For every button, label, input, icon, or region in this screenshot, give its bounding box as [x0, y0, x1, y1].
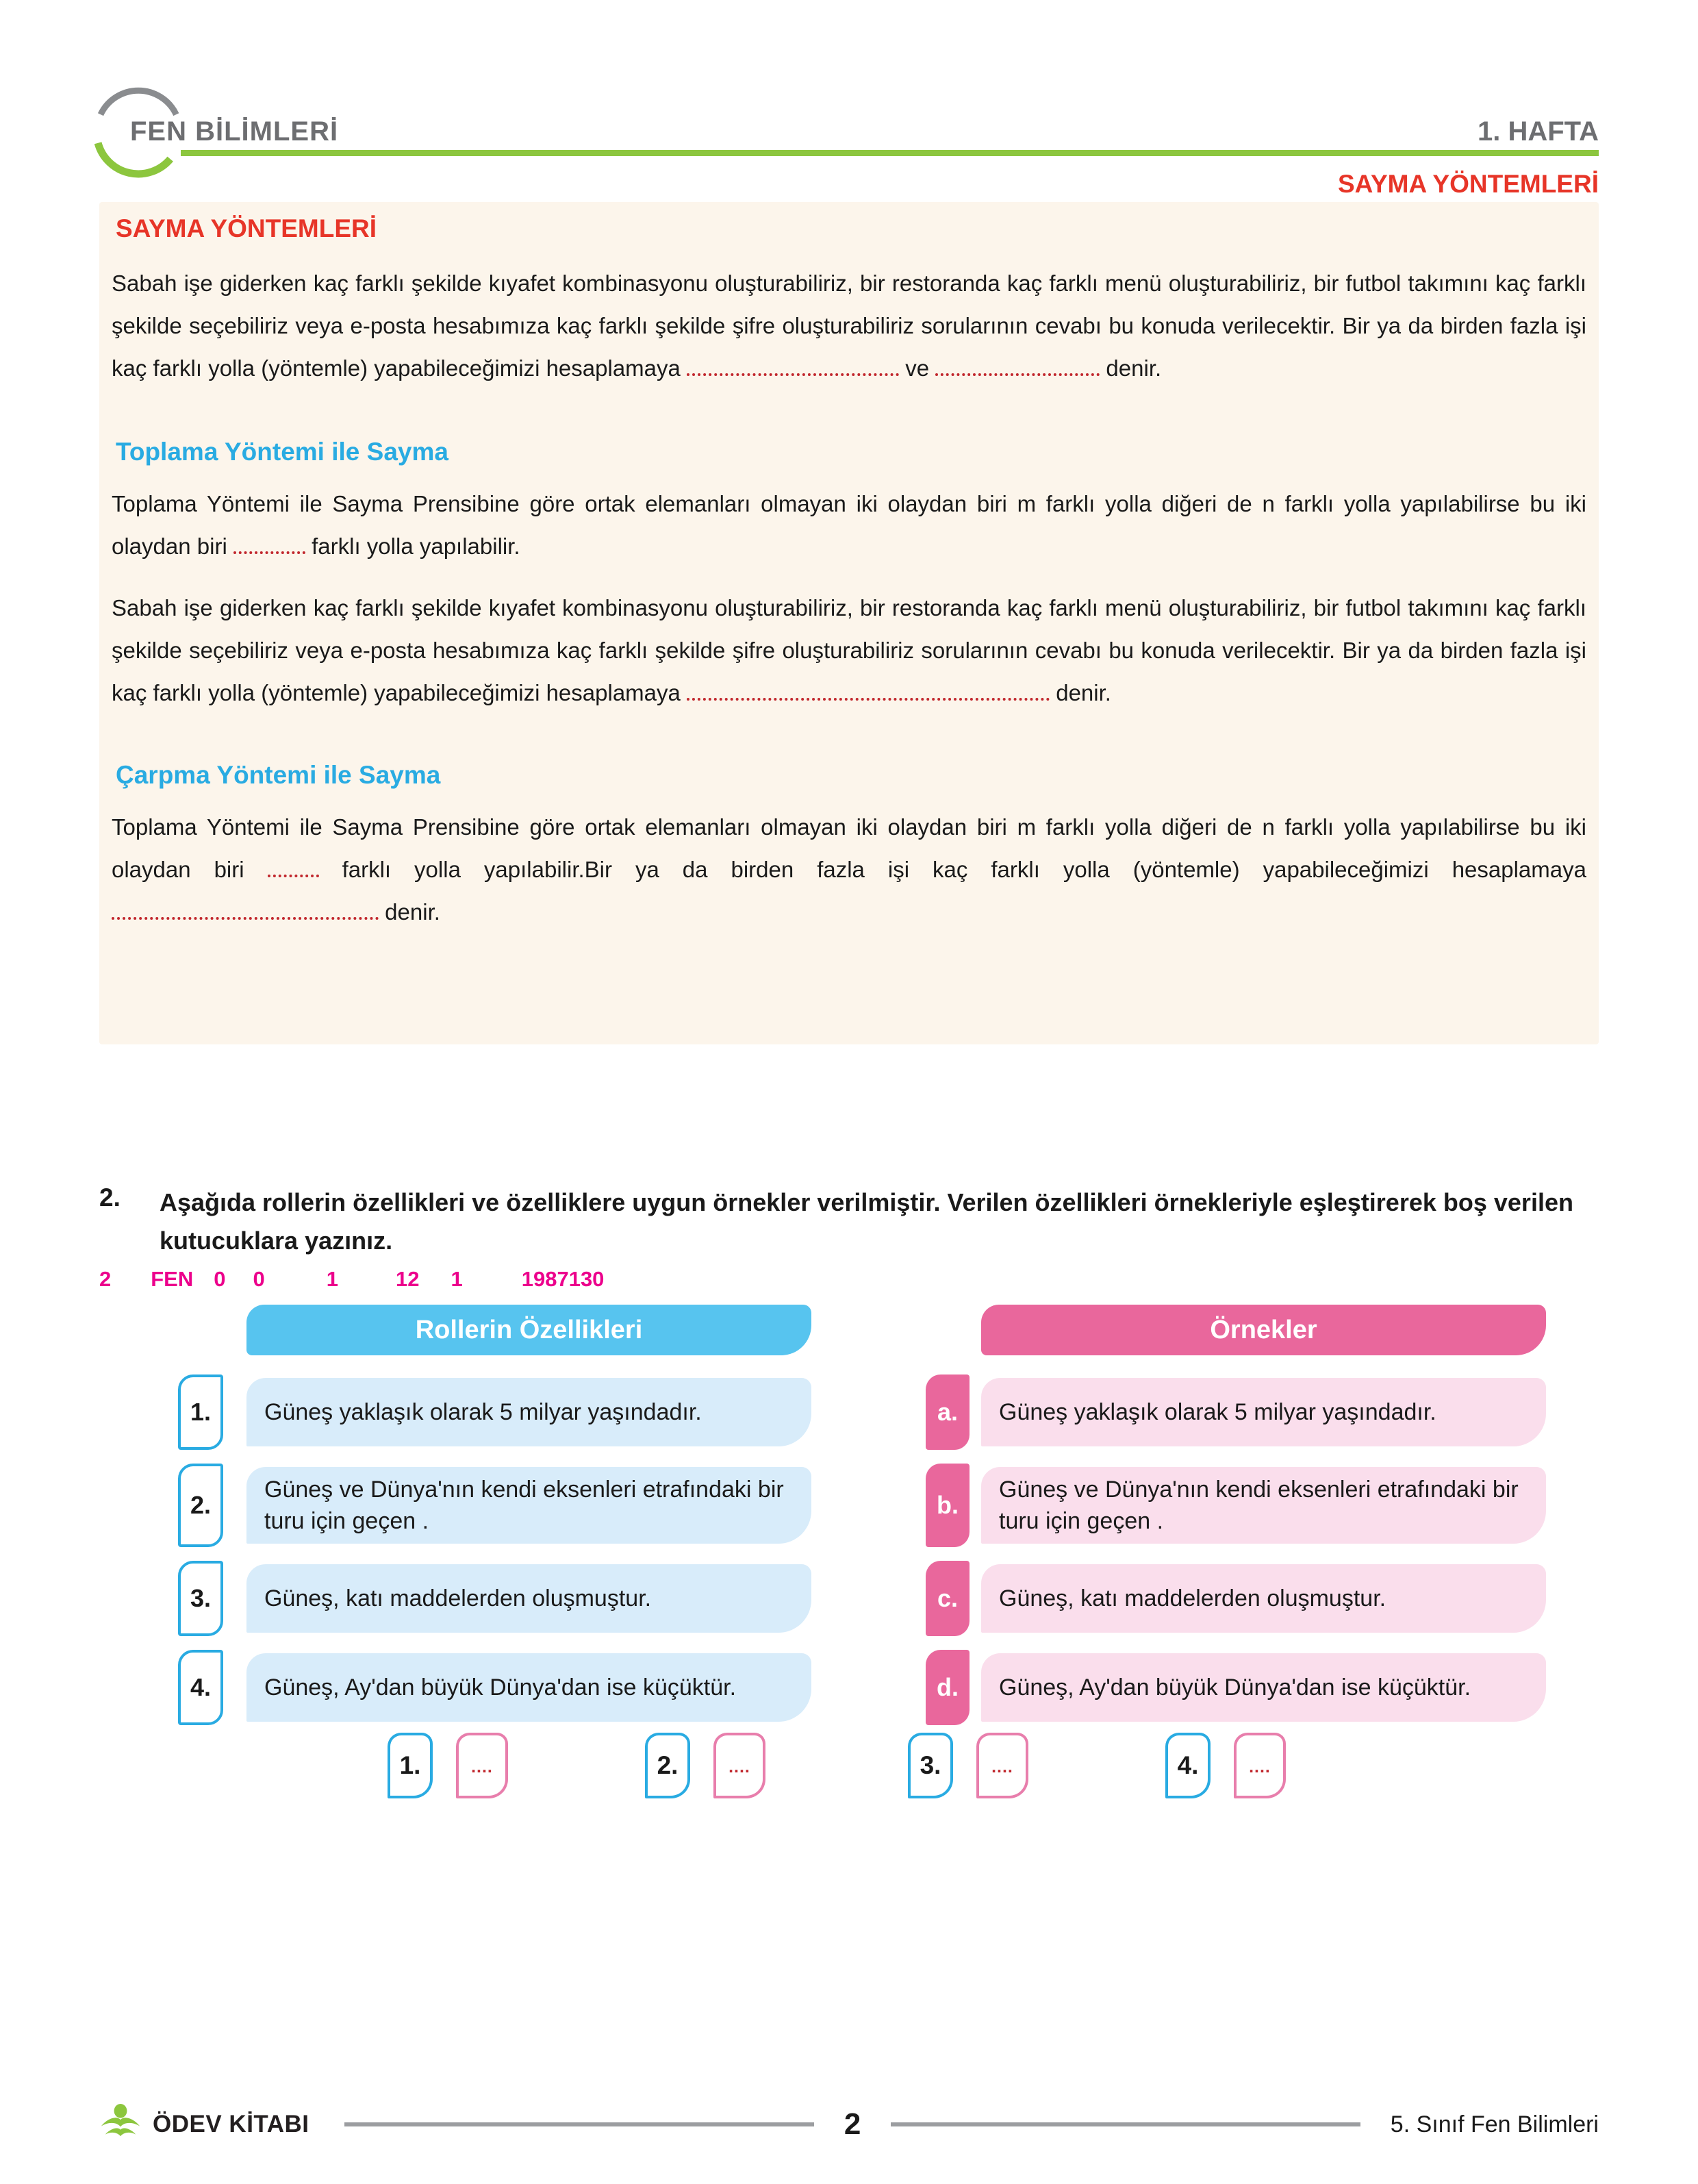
meta-token: 1	[326, 1267, 338, 1291]
property-number-badge: 2.	[178, 1464, 223, 1547]
example-letter-badge: a.	[926, 1375, 970, 1450]
toplama-paragraph	[112, 483, 1586, 568]
answer-pair-1	[388, 1733, 508, 1798]
book-title: 5. Sınıf Fen Bilimleri	[1390, 2111, 1599, 2137]
property-row	[178, 1564, 811, 1633]
paragraph-text: farklı yolla yapılabilir.	[312, 534, 520, 559]
examples-column-header: Örnekler	[981, 1305, 1546, 1355]
answer-input-box[interactable]	[713, 1733, 765, 1798]
paragraph-text: Toplama Yöntemi ile Sayma Prensibine göre ortak elemanları olmayan iki olaydan biri m farklı yolla diğeri de n farklı yolla yapılabilirse bu iki olaydan biri	[112, 491, 1586, 559]
property-row	[178, 1378, 811, 1446]
example-box	[981, 1564, 1546, 1633]
example-box	[981, 1467, 1546, 1544]
property-box	[246, 1467, 811, 1544]
example-text: Güneş ve Dünya'nın kendi eksenleri etrafındaki bir turu için geçen .	[999, 1477, 1519, 1534]
meta-token: FEN	[151, 1267, 194, 1291]
answer-pair-4	[1165, 1733, 1286, 1798]
section-heading-carpma: Çarpma Yöntemi ile Sayma	[116, 761, 441, 789]
page-number: 2	[844, 2107, 861, 2141]
example-row	[926, 1564, 1546, 1633]
fill-in-blank[interactable]	[112, 909, 379, 920]
property-text: Güneş, katı maddelerden oluşmuştur.	[264, 1585, 652, 1611]
paragraph-text: denir.	[1106, 355, 1162, 381]
intro-paragraph	[112, 262, 1586, 390]
answer-placeholder-dots: ....	[1249, 1757, 1271, 1777]
answer-input-box[interactable]	[976, 1733, 1028, 1798]
meta-token: 1	[451, 1267, 463, 1291]
example-row	[926, 1378, 1546, 1446]
question-text: Aşağıda rollerin özellikleri ve özelliklere uygun örnekler verilmiştir. Verilen özellikleri örnekleriyle eşleştirerek boş verilen kutucuklara yazınız.	[160, 1188, 1573, 1255]
paragraph-text: denir.	[1056, 680, 1111, 705]
property-text: Güneş ve Dünya'nın kendi eksenleri etrafındaki bir turu için geçen .	[264, 1477, 784, 1534]
example-letter-badge: d.	[926, 1650, 970, 1725]
meta-token: 2	[99, 1267, 112, 1291]
question-2	[99, 1183, 1600, 1292]
answer-placeholder-dots: ....	[728, 1757, 750, 1777]
carpma-paragraph	[112, 806, 1586, 933]
answer-input-box[interactable]	[1234, 1733, 1286, 1798]
paragraph-text: Sabah işe giderken kaç farklı şekilde kıyafet kombinasyonu oluşturabiliriz, bir restoranda kaç farklı menü oluşturabiliriz, bir futbol takımını kaç farklı şekilde seçebiliriz veya e-posta hesabımıza kaç farklı şekilde şifre oluşturabiliriz sorularının cevabı bu konuda verilecektir. Bir ya da birden fazla işi kaç farklı yolla (yöntemle) yapabileceğimizi hesaplamaya	[112, 271, 1586, 381]
paragraph-text: Sabah işe giderken kaç farklı şekilde kıyafet kombinasyonu oluşturabiliriz, bir restoranda kaç farklı menü oluşturabiliriz, bir futbol takımını kaç farklı şekilde seçebiliriz veya e-posta hesabımıza kaç farklı şekilde şifre oluşturabiliriz sorularının cevabı bu konuda verilecektir. Bir ya da birden fazla işi kaç farklı yolla (yöntemle) yapabileceğimizi hesaplamaya	[112, 595, 1586, 705]
fill-in-blank[interactable]	[268, 866, 319, 877]
property-text: Güneş yaklaşık olarak 5 milyar yaşındadır.	[264, 1399, 702, 1425]
paragraph-text: ve	[905, 355, 930, 381]
question-number: 2.	[99, 1183, 121, 1212]
paragraph-text: farklı yolla yapılabilir.Bir ya da birden fazla işi kaç farklı yolla (yöntemle) yapabileceğimizi hesaplamaya	[342, 857, 1586, 882]
page-footer	[99, 2104, 1599, 2145]
property-box	[246, 1378, 811, 1446]
example-row	[926, 1467, 1546, 1544]
paragraph-text: denir.	[385, 899, 440, 925]
example-text: Güneş, katı maddelerden oluşmuştur.	[999, 1585, 1386, 1611]
answer-placeholder-dots: ....	[991, 1757, 1013, 1777]
section-heading-toplama: Toplama Yöntemi ile Sayma	[116, 438, 448, 466]
property-box	[246, 1653, 811, 1722]
course-title: FEN BİLİMLERİ	[130, 116, 339, 147]
example-text: Güneş, Ay'dan büyük Dünya'dan ise küçüktür.	[999, 1674, 1471, 1700]
fill-in-blank[interactable]	[687, 365, 899, 376]
lesson-summary-panel	[99, 202, 1599, 1044]
panel-title: SAYMA YÖNTEMLERİ	[116, 214, 377, 242]
example-row	[926, 1653, 1546, 1722]
properties-column	[178, 1378, 811, 1742]
example-text: Güneş yaklaşık olarak 5 milyar yaşındadır.	[999, 1399, 1436, 1425]
property-number-badge: 1.	[178, 1375, 223, 1450]
property-box	[246, 1564, 811, 1633]
example-letter-badge: b.	[926, 1464, 970, 1547]
answer-placeholder-dots: ....	[471, 1757, 493, 1777]
publisher-name: ÖDEV KİTABI	[153, 2111, 309, 2137]
meta-token: 12	[396, 1267, 420, 1291]
property-text: Güneş, Ay'dan büyük Dünya'dan ise küçüktür.	[264, 1674, 737, 1700]
answer-input-box[interactable]	[456, 1733, 508, 1798]
examples-column	[926, 1378, 1546, 1742]
example-box	[981, 1378, 1546, 1446]
property-number-badge: 3.	[178, 1561, 223, 1636]
meta-token: 1987130	[521, 1267, 605, 1291]
unit-title: SAYMA YÖNTEMLERİ	[1337, 170, 1599, 198]
footer-divider-right	[891, 2122, 1360, 2126]
property-row	[178, 1653, 811, 1722]
header-divider	[181, 150, 1599, 156]
fill-in-blank[interactable]	[233, 543, 305, 554]
property-row	[178, 1467, 811, 1544]
properties-column-header: Rollerin Özellikleri	[246, 1305, 811, 1355]
repeat-paragraph	[112, 587, 1586, 714]
property-number-badge: 4.	[178, 1650, 223, 1725]
matching-exercise	[99, 1305, 1599, 1753]
example-box	[981, 1653, 1546, 1722]
answer-number-box: 3.	[908, 1733, 953, 1798]
footer-divider-left	[344, 2122, 813, 2126]
answer-number-box: 4.	[1165, 1733, 1211, 1798]
meta-token: 0	[214, 1267, 226, 1291]
meta-token: 0	[253, 1267, 265, 1291]
publisher-plant-icon	[99, 2104, 142, 2145]
answer-pair-2	[645, 1733, 765, 1798]
answer-number-box: 2.	[645, 1733, 690, 1798]
question-meta-row	[99, 1267, 1600, 1292]
answer-pair-3	[908, 1733, 1028, 1798]
fill-in-blank[interactable]	[687, 690, 1050, 701]
answer-number-box: 1.	[388, 1733, 433, 1798]
answer-row	[99, 1733, 1599, 1804]
paragraph-text: Toplama Yöntemi ile Sayma Prensibine göre ortak elemanları olmayan iki olaydan biri m farklı yolla diğeri de n farklı yolla yapılabilirse bu iki olaydan biri	[112, 814, 1586, 882]
fill-in-blank[interactable]	[935, 365, 1100, 376]
week-label: 1. HAFTA	[1477, 116, 1599, 147]
example-letter-badge: c.	[926, 1561, 970, 1636]
